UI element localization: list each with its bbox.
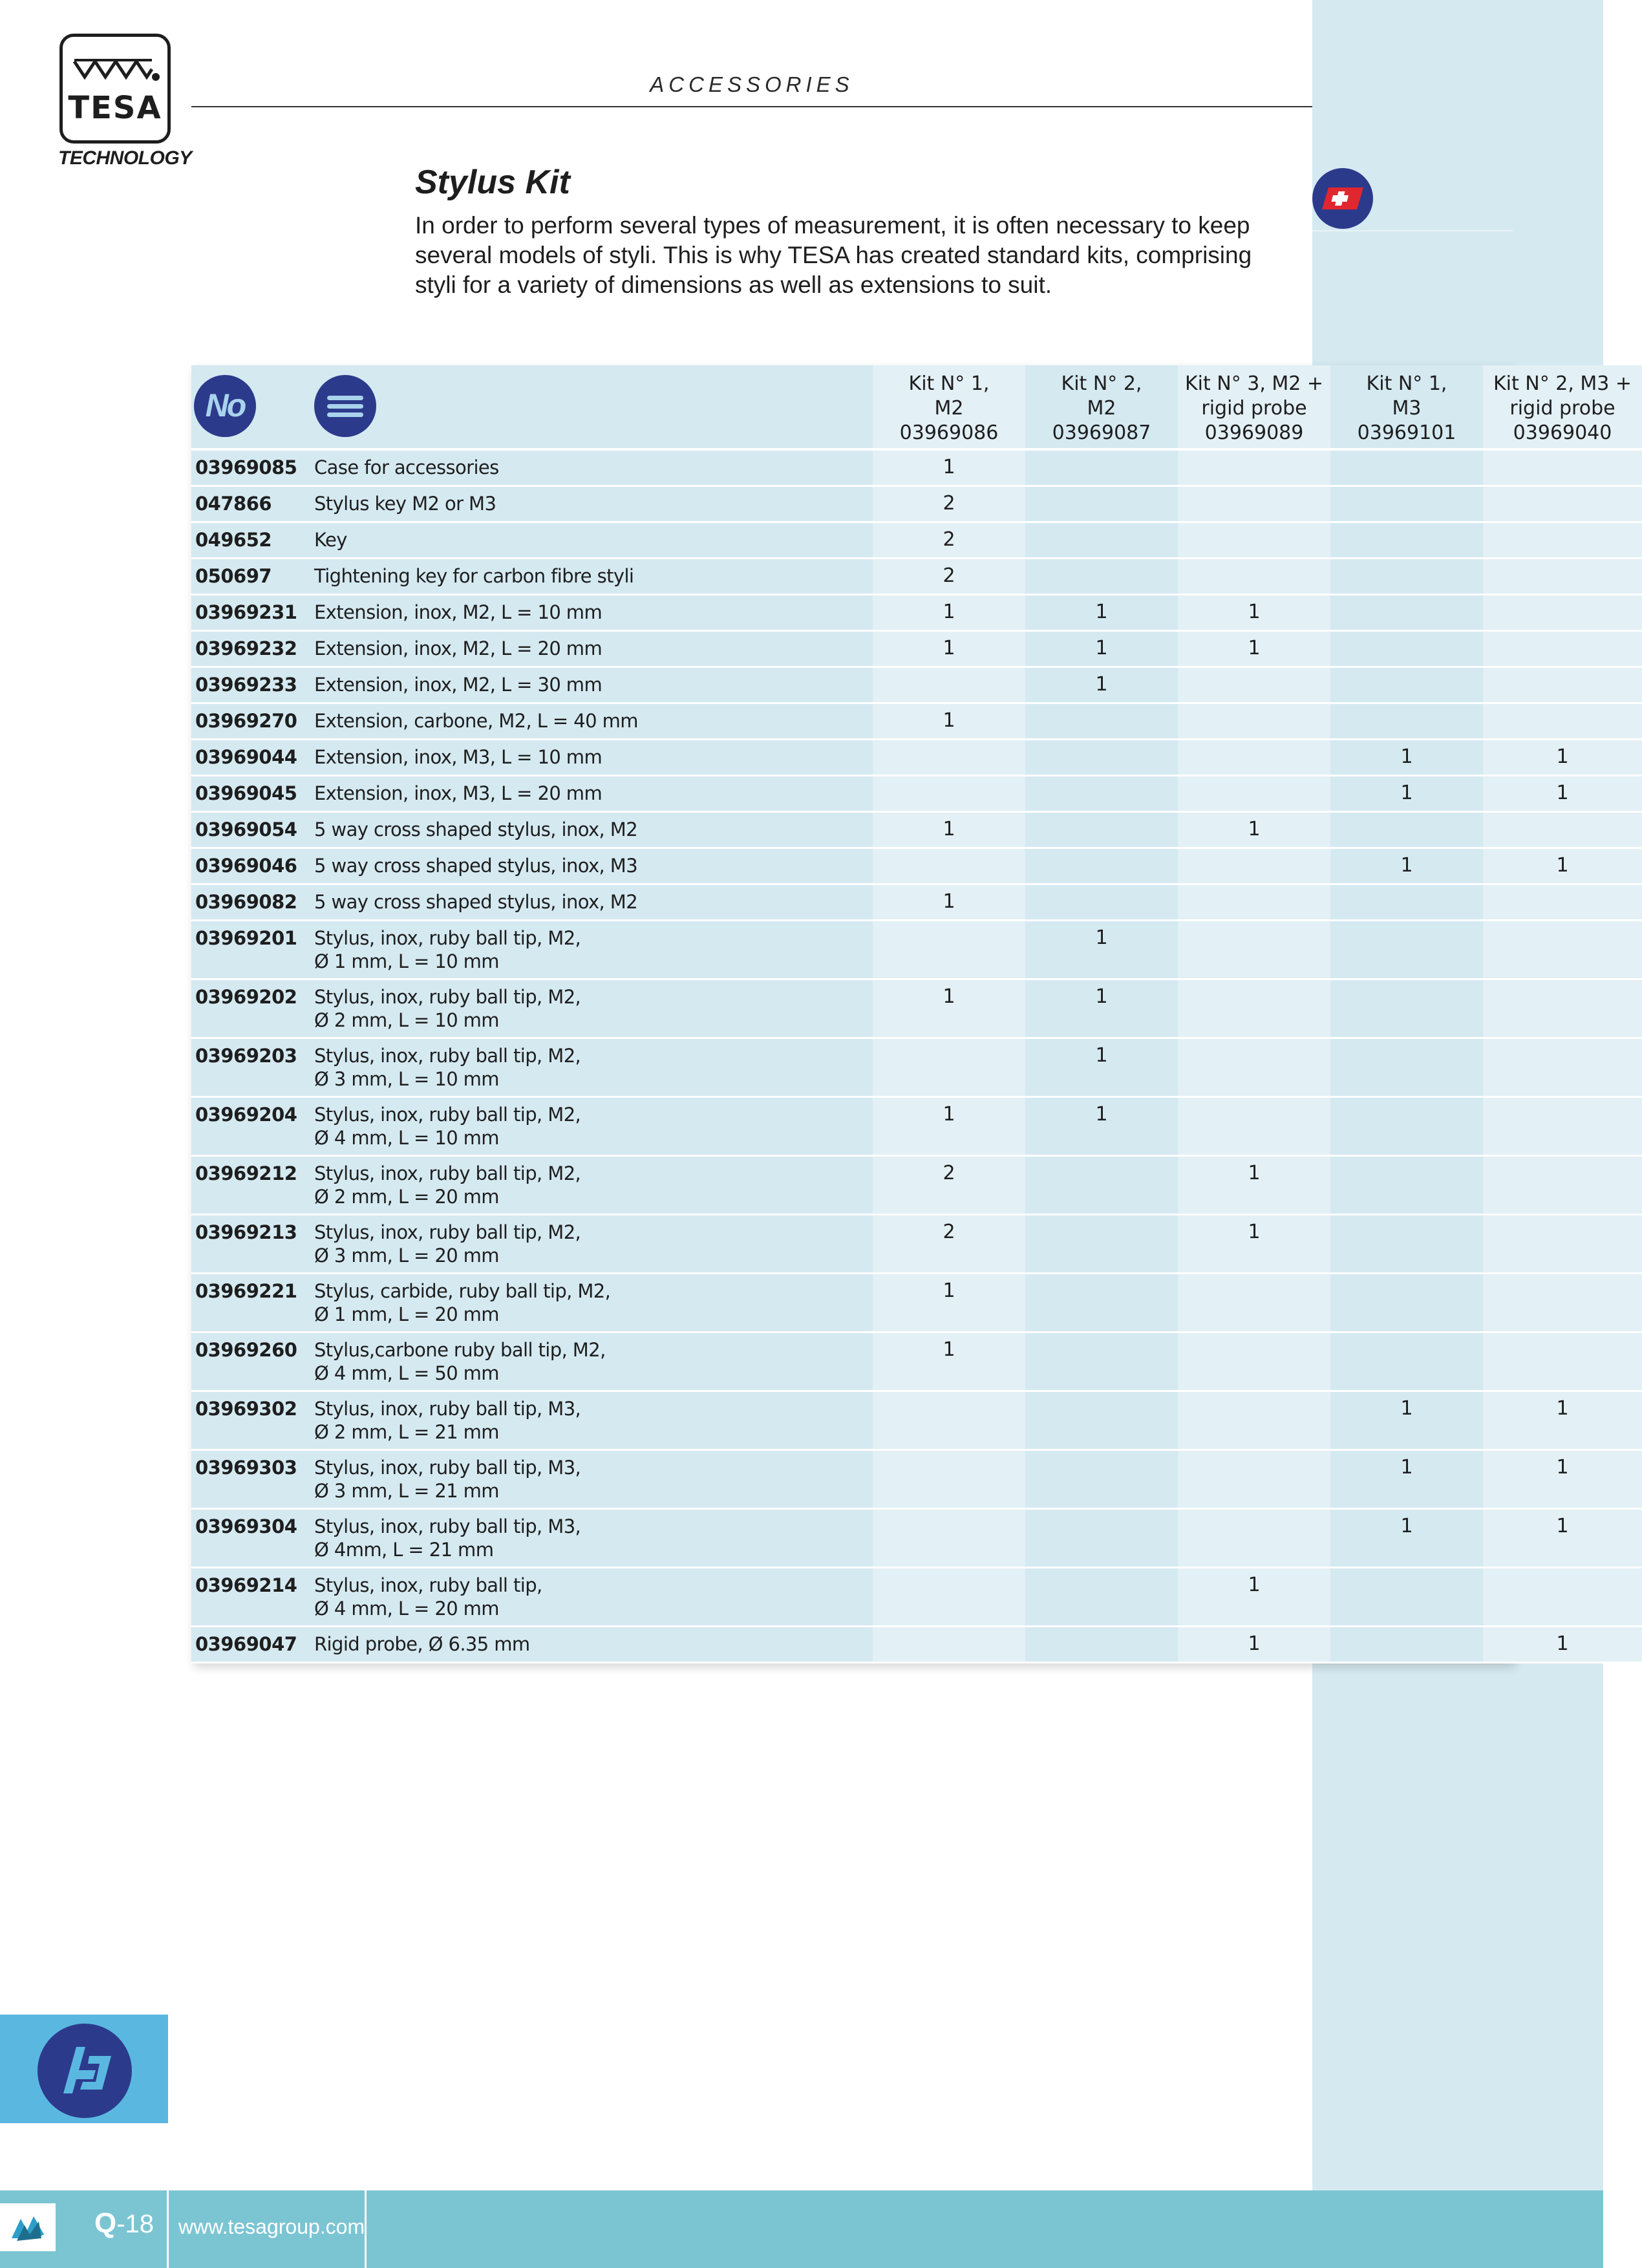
kit-5-quantity (1483, 884, 1642, 921)
kit-1-quantity (873, 1509, 1025, 1568)
article-description: Stylus, inox, ruby ball tip, M2, Ø 2 mm, L = 20 mm (314, 1156, 873, 1215)
kit-5-quantity (1483, 1274, 1642, 1332)
kit-5-quantity (1483, 1568, 1642, 1627)
logo-word: TESA (68, 90, 162, 126)
table-row (191, 776, 1642, 812)
kit-5-quantity (1483, 921, 1642, 979)
kit-1-quantity: 1 (873, 1097, 1025, 1156)
header-description (314, 365, 873, 449)
kit-3-quantity (1178, 667, 1330, 703)
kit-1-quantity: 1 (873, 1332, 1025, 1391)
kit-5-quantity (1483, 1332, 1642, 1391)
kit-2-quantity (1025, 1450, 1178, 1509)
kit-2-quantity (1025, 522, 1178, 559)
kit-2-quantity (1025, 1568, 1178, 1627)
kit-4-quantity (1330, 812, 1483, 848)
kit-1-quantity (873, 1038, 1025, 1097)
kit-1-quantity: 1 (873, 631, 1025, 667)
table-row (191, 979, 1642, 1038)
kit-3-quantity (1178, 1391, 1330, 1450)
article-description: Extension, inox, M3, L = 20 mm (314, 776, 873, 812)
table-row (191, 740, 1642, 776)
kit-2-quantity (1025, 1332, 1178, 1391)
kit-3-quantity (1178, 884, 1330, 921)
kit-3-quantity (1178, 559, 1330, 595)
kit-2-quantity (1025, 1156, 1178, 1215)
article-number: 050697 (191, 559, 314, 595)
kit-1-quantity: 2 (873, 1215, 1025, 1274)
article-number: 03969203 (191, 1038, 314, 1097)
badge-divider (1312, 230, 1513, 231)
kit-3-quantity (1178, 848, 1330, 884)
article-description: Key (314, 522, 873, 559)
kit-3-quantity: 1 (1178, 1627, 1330, 1663)
article-description: Stylus, carbide, ruby ball tip, M2, Ø 1 mm, L = 20 mm (314, 1274, 873, 1332)
article-description: Stylus, inox, ruby ball tip, M2, Ø 3 mm, L = 10 mm (314, 1038, 873, 1097)
tesa-caliper-marks-icon (72, 58, 162, 86)
article-description: Rigid probe, Ø 6.35 mm (314, 1627, 873, 1663)
article-number: 03969082 (191, 884, 314, 921)
tesa-flag-icon (0, 2203, 56, 2251)
kit-5-quantity: 1 (1483, 1450, 1642, 1509)
kit-3-quantity (1178, 1274, 1330, 1332)
kit-4-quantity (1330, 1568, 1483, 1627)
article-number: 03969270 (191, 703, 314, 740)
kit-4-quantity (1330, 1097, 1483, 1156)
kit-5-quantity (1483, 449, 1642, 486)
table-header-row (191, 365, 1642, 449)
page-number (94, 2207, 154, 2240)
kit-4-quantity (1330, 559, 1483, 595)
kit-1-quantity: 2 (873, 559, 1025, 595)
kit-1-quantity: 2 (873, 1156, 1025, 1215)
table-row (191, 1627, 1642, 1663)
article-number: 03969214 (191, 1568, 314, 1627)
section-tab (0, 2015, 168, 2123)
product-intro: In order to perform several types of measurement, it is often necessary to keep several models of styli. This is why TESA has created standard kits, comprising styli for a variety of dimensions as well as extensions to suit. (415, 212, 1252, 298)
kit-2-quantity (1025, 848, 1178, 884)
header-kit-3: Kit N° 3, M2 + rigid probe 03969089 (1178, 365, 1330, 449)
kit-3-quantity (1178, 979, 1330, 1038)
kit-5-quantity (1483, 1038, 1642, 1097)
kit-4-quantity (1330, 595, 1483, 631)
kit-2-quantity: 1 (1025, 631, 1178, 667)
kit-3-quantity: 1 (1178, 1568, 1330, 1627)
number-icon: No (194, 375, 256, 437)
kit-3-quantity (1178, 1509, 1330, 1568)
header-kit-1: Kit N° 1, M2 03969086 (873, 365, 1025, 449)
kit-5-quantity (1483, 631, 1642, 667)
article-number: 03969221 (191, 1274, 314, 1332)
table-row (191, 559, 1642, 595)
table-row (191, 1391, 1642, 1450)
table-row (191, 1215, 1642, 1274)
article-number: 03969231 (191, 595, 314, 631)
kit-4-quantity (1330, 522, 1483, 559)
table-row (191, 1156, 1642, 1215)
kit-4-quantity (1330, 631, 1483, 667)
article-number: 03969044 (191, 740, 314, 776)
kit-2-quantity: 1 (1025, 1097, 1178, 1156)
article-number: 03969045 (191, 776, 314, 812)
kit-4-quantity (1330, 921, 1483, 979)
kit-3-quantity (1178, 703, 1330, 740)
article-number: 03969047 (191, 1627, 314, 1663)
kit-4-quantity (1330, 1156, 1483, 1215)
kit-3-quantity (1178, 449, 1330, 486)
header-kit-5: Kit N° 2, M3 + rigid probe 03969040 (1483, 365, 1642, 449)
kit-5-quantity (1483, 812, 1642, 848)
article-description: Stylus, inox, ruby ball tip, M3, Ø 4mm, L = 21 mm (314, 1509, 873, 1568)
logo-tagline: TECHNOLOGY (58, 147, 192, 169)
kit-5-quantity: 1 (1483, 848, 1642, 884)
table-row (191, 631, 1642, 667)
kit-1-quantity (873, 1568, 1025, 1627)
kit-1-quantity (873, 667, 1025, 703)
kit-4-quantity (1330, 703, 1483, 740)
article-description: Case for accessories (314, 449, 873, 486)
kit-1-quantity (873, 740, 1025, 776)
table-row (191, 522, 1642, 559)
table-row (191, 848, 1642, 884)
kit-2-quantity (1025, 740, 1178, 776)
article-description: Extension, inox, M2, L = 20 mm (314, 631, 873, 667)
table-row (191, 1509, 1642, 1568)
page-prefix: Q (94, 2207, 117, 2239)
kit-1-quantity (873, 1391, 1025, 1450)
article-number: 03969046 (191, 848, 314, 884)
article-number: 03969054 (191, 812, 314, 848)
article-description: Stylus, inox, ruby ball tip, M2, Ø 2 mm, L = 10 mm (314, 979, 873, 1038)
kit-2-quantity (1025, 884, 1178, 921)
table-row (191, 1568, 1642, 1627)
table-row (191, 1450, 1642, 1509)
kit-4-quantity: 1 (1330, 848, 1483, 884)
kit-2-quantity (1025, 486, 1178, 522)
kit-4-quantity (1330, 979, 1483, 1038)
kit-4-quantity (1330, 1038, 1483, 1097)
kit-2-quantity: 1 (1025, 667, 1178, 703)
kit-4-quantity (1330, 486, 1483, 522)
article-description: Stylus, inox, ruby ball tip, M3, Ø 2 mm, L = 21 mm (314, 1391, 873, 1450)
kit-5-quantity (1483, 595, 1642, 631)
kit-5-quantity: 1 (1483, 1627, 1642, 1663)
kit-4-quantity (1330, 667, 1483, 703)
kit-3-quantity (1178, 486, 1330, 522)
kit-3-quantity: 1 (1178, 595, 1330, 631)
kit-3-quantity (1178, 1038, 1330, 1097)
table-row (191, 703, 1642, 740)
kit-2-quantity (1025, 776, 1178, 812)
table-row (191, 1097, 1642, 1156)
article-description: Stylus, inox, ruby ball tip, Ø 4 mm, L = 20 mm (314, 1568, 873, 1627)
kit-5-quantity: 1 (1483, 1509, 1642, 1568)
article-description: Stylus key M2 or M3 (314, 486, 873, 522)
article-number: 03969085 (191, 449, 314, 486)
article-description: Extension, inox, M2, L = 10 mm (314, 595, 873, 631)
header-divider (191, 106, 1312, 107)
kit-1-quantity: 1 (873, 595, 1025, 631)
kit-3-quantity (1178, 776, 1330, 812)
kit-4-quantity: 1 (1330, 1509, 1483, 1568)
article-description: Tightening key for carbon fibre styli (314, 559, 873, 595)
kit-2-quantity: 1 (1025, 921, 1178, 979)
kit-3-quantity: 1 (1178, 1215, 1330, 1274)
table-row (191, 1332, 1642, 1391)
kit-5-quantity (1483, 1097, 1642, 1156)
kit-2-quantity (1025, 1215, 1178, 1274)
kit-1-quantity (873, 776, 1025, 812)
table-row (191, 486, 1642, 522)
article-number: 03969302 (191, 1391, 314, 1450)
kit-4-quantity (1330, 1215, 1483, 1274)
kit-4-quantity (1330, 884, 1483, 921)
kit-2-quantity (1025, 1391, 1178, 1450)
kit-5-quantity: 1 (1483, 1391, 1642, 1450)
table-row (191, 921, 1642, 979)
table-row (191, 812, 1642, 848)
article-description: Stylus, inox, ruby ball tip, M3, Ø 3 mm, L = 21 mm (314, 1450, 873, 1509)
table-row (191, 595, 1642, 631)
section-title: ACCESSORIES (650, 72, 854, 96)
kit-4-quantity: 1 (1330, 1450, 1483, 1509)
table-row (191, 449, 1642, 486)
kit-2-quantity (1025, 559, 1178, 595)
kit-2-quantity (1025, 703, 1178, 740)
table-row (191, 667, 1642, 703)
kit-4-quantity (1330, 1274, 1483, 1332)
kit-3-quantity: 1 (1178, 1156, 1330, 1215)
kit-3-quantity: 1 (1178, 812, 1330, 848)
header-kit-2: Kit N° 2, M2 03969087 (1025, 365, 1178, 449)
table-row (191, 884, 1642, 921)
kit-1-quantity: 1 (873, 979, 1025, 1038)
kit-4-quantity: 1 (1330, 776, 1483, 812)
header-number (191, 365, 314, 449)
article-number: 03969202 (191, 979, 314, 1038)
kit-5-quantity (1483, 667, 1642, 703)
kit-4-quantity (1330, 1332, 1483, 1391)
article-number: 03969233 (191, 667, 314, 703)
article-number: 047866 (191, 486, 314, 522)
header-kit-4: Kit N° 1, M3 03969101 (1330, 365, 1483, 449)
footer-url[interactable]: www.tesagroup.com (178, 2215, 365, 2238)
article-number: 049652 (191, 522, 314, 559)
kit-2-quantity (1025, 1274, 1178, 1332)
article-number: 03969260 (191, 1332, 314, 1391)
kit-2-quantity (1025, 449, 1178, 486)
kit-1-quantity (873, 1627, 1025, 1663)
article-number: 03969201 (191, 921, 314, 979)
kit-3-quantity: 1 (1178, 631, 1330, 667)
footer-divider (365, 2190, 367, 2268)
kit-3-quantity (1178, 921, 1330, 979)
kit-5-quantity (1483, 486, 1642, 522)
article-description: Stylus, inox, ruby ball tip, M2, Ø 3 mm, L = 20 mm (314, 1215, 873, 1274)
kit-5-quantity (1483, 1215, 1642, 1274)
table-row (191, 1038, 1642, 1097)
swiss-flag-icon (1312, 168, 1373, 229)
kit-2-quantity: 1 (1025, 1038, 1178, 1097)
article-number: 03969204 (191, 1097, 314, 1156)
kit-5-quantity (1483, 559, 1642, 595)
kit-1-quantity: 1 (873, 812, 1025, 848)
article-number: 03969213 (191, 1215, 314, 1274)
article-number: 03969232 (191, 631, 314, 667)
kit-3-quantity (1178, 1450, 1330, 1509)
article-description: Extension, inox, M2, L = 30 mm (314, 667, 873, 703)
article-description: Stylus, inox, ruby ball tip, M2, Ø 4 mm, L = 10 mm (314, 1097, 873, 1156)
article-number: 03969304 (191, 1509, 314, 1568)
kit-4-quantity (1330, 449, 1483, 486)
article-description: 5 way cross shaped stylus, inox, M3 (314, 848, 873, 884)
tesa-logo (59, 34, 171, 144)
article-description: Stylus,carbone ruby ball tip, M2, Ø 4 mm, L = 50 mm (314, 1332, 873, 1391)
kit-1-quantity: 1 (873, 449, 1025, 486)
kit-5-quantity (1483, 1156, 1642, 1215)
kit-1-quantity: 1 (873, 703, 1025, 740)
kit-1-quantity (873, 921, 1025, 979)
table-row (191, 1274, 1642, 1332)
kit-2-quantity (1025, 812, 1178, 848)
kit-2-quantity (1025, 1509, 1178, 1568)
kit-5-quantity (1483, 979, 1642, 1038)
kit-3-quantity (1178, 1097, 1330, 1156)
kit-3-quantity (1178, 1332, 1330, 1391)
kit-4-quantity: 1 (1330, 740, 1483, 776)
kit-1-quantity (873, 1450, 1025, 1509)
kit-1-quantity: 1 (873, 1274, 1025, 1332)
kit-1-quantity: 2 (873, 486, 1025, 522)
kit-4-quantity (1330, 1627, 1483, 1663)
article-description: Extension, inox, M3, L = 10 mm (314, 740, 873, 776)
height-gauge-icon (37, 2024, 132, 2118)
kit-5-quantity (1483, 703, 1642, 740)
kit-3-quantity (1178, 522, 1330, 559)
kit-3-quantity (1178, 740, 1330, 776)
article-description: 5 way cross shaped stylus, inox, M2 (314, 884, 873, 921)
kit-4-quantity: 1 (1330, 1391, 1483, 1450)
kit-1-quantity: 1 (873, 884, 1025, 921)
article-number: 03969303 (191, 1450, 314, 1509)
article-number: 03969212 (191, 1156, 314, 1215)
article-description: Extension, carbone, M2, L = 40 mm (314, 703, 873, 740)
footer-divider (167, 2190, 169, 2268)
article-description: Stylus, inox, ruby ball tip, M2, Ø 1 mm, L = 10 mm (314, 921, 873, 979)
page-number-value: -18 (116, 2210, 155, 2238)
product-title: Stylus Kit (415, 164, 570, 201)
list-icon (314, 375, 376, 437)
kit-5-quantity: 1 (1483, 740, 1642, 776)
kit-1-quantity: 2 (873, 522, 1025, 559)
stylus-kit-table (191, 365, 1632, 1664)
kit-1-quantity (873, 848, 1025, 884)
kit-2-quantity (1025, 1627, 1178, 1663)
kit-2-quantity: 1 (1025, 979, 1178, 1038)
article-description: 5 way cross shaped stylus, inox, M2 (314, 812, 873, 848)
kit-5-quantity: 1 (1483, 776, 1642, 812)
kit-5-quantity (1483, 522, 1642, 559)
kit-2-quantity: 1 (1025, 595, 1178, 631)
